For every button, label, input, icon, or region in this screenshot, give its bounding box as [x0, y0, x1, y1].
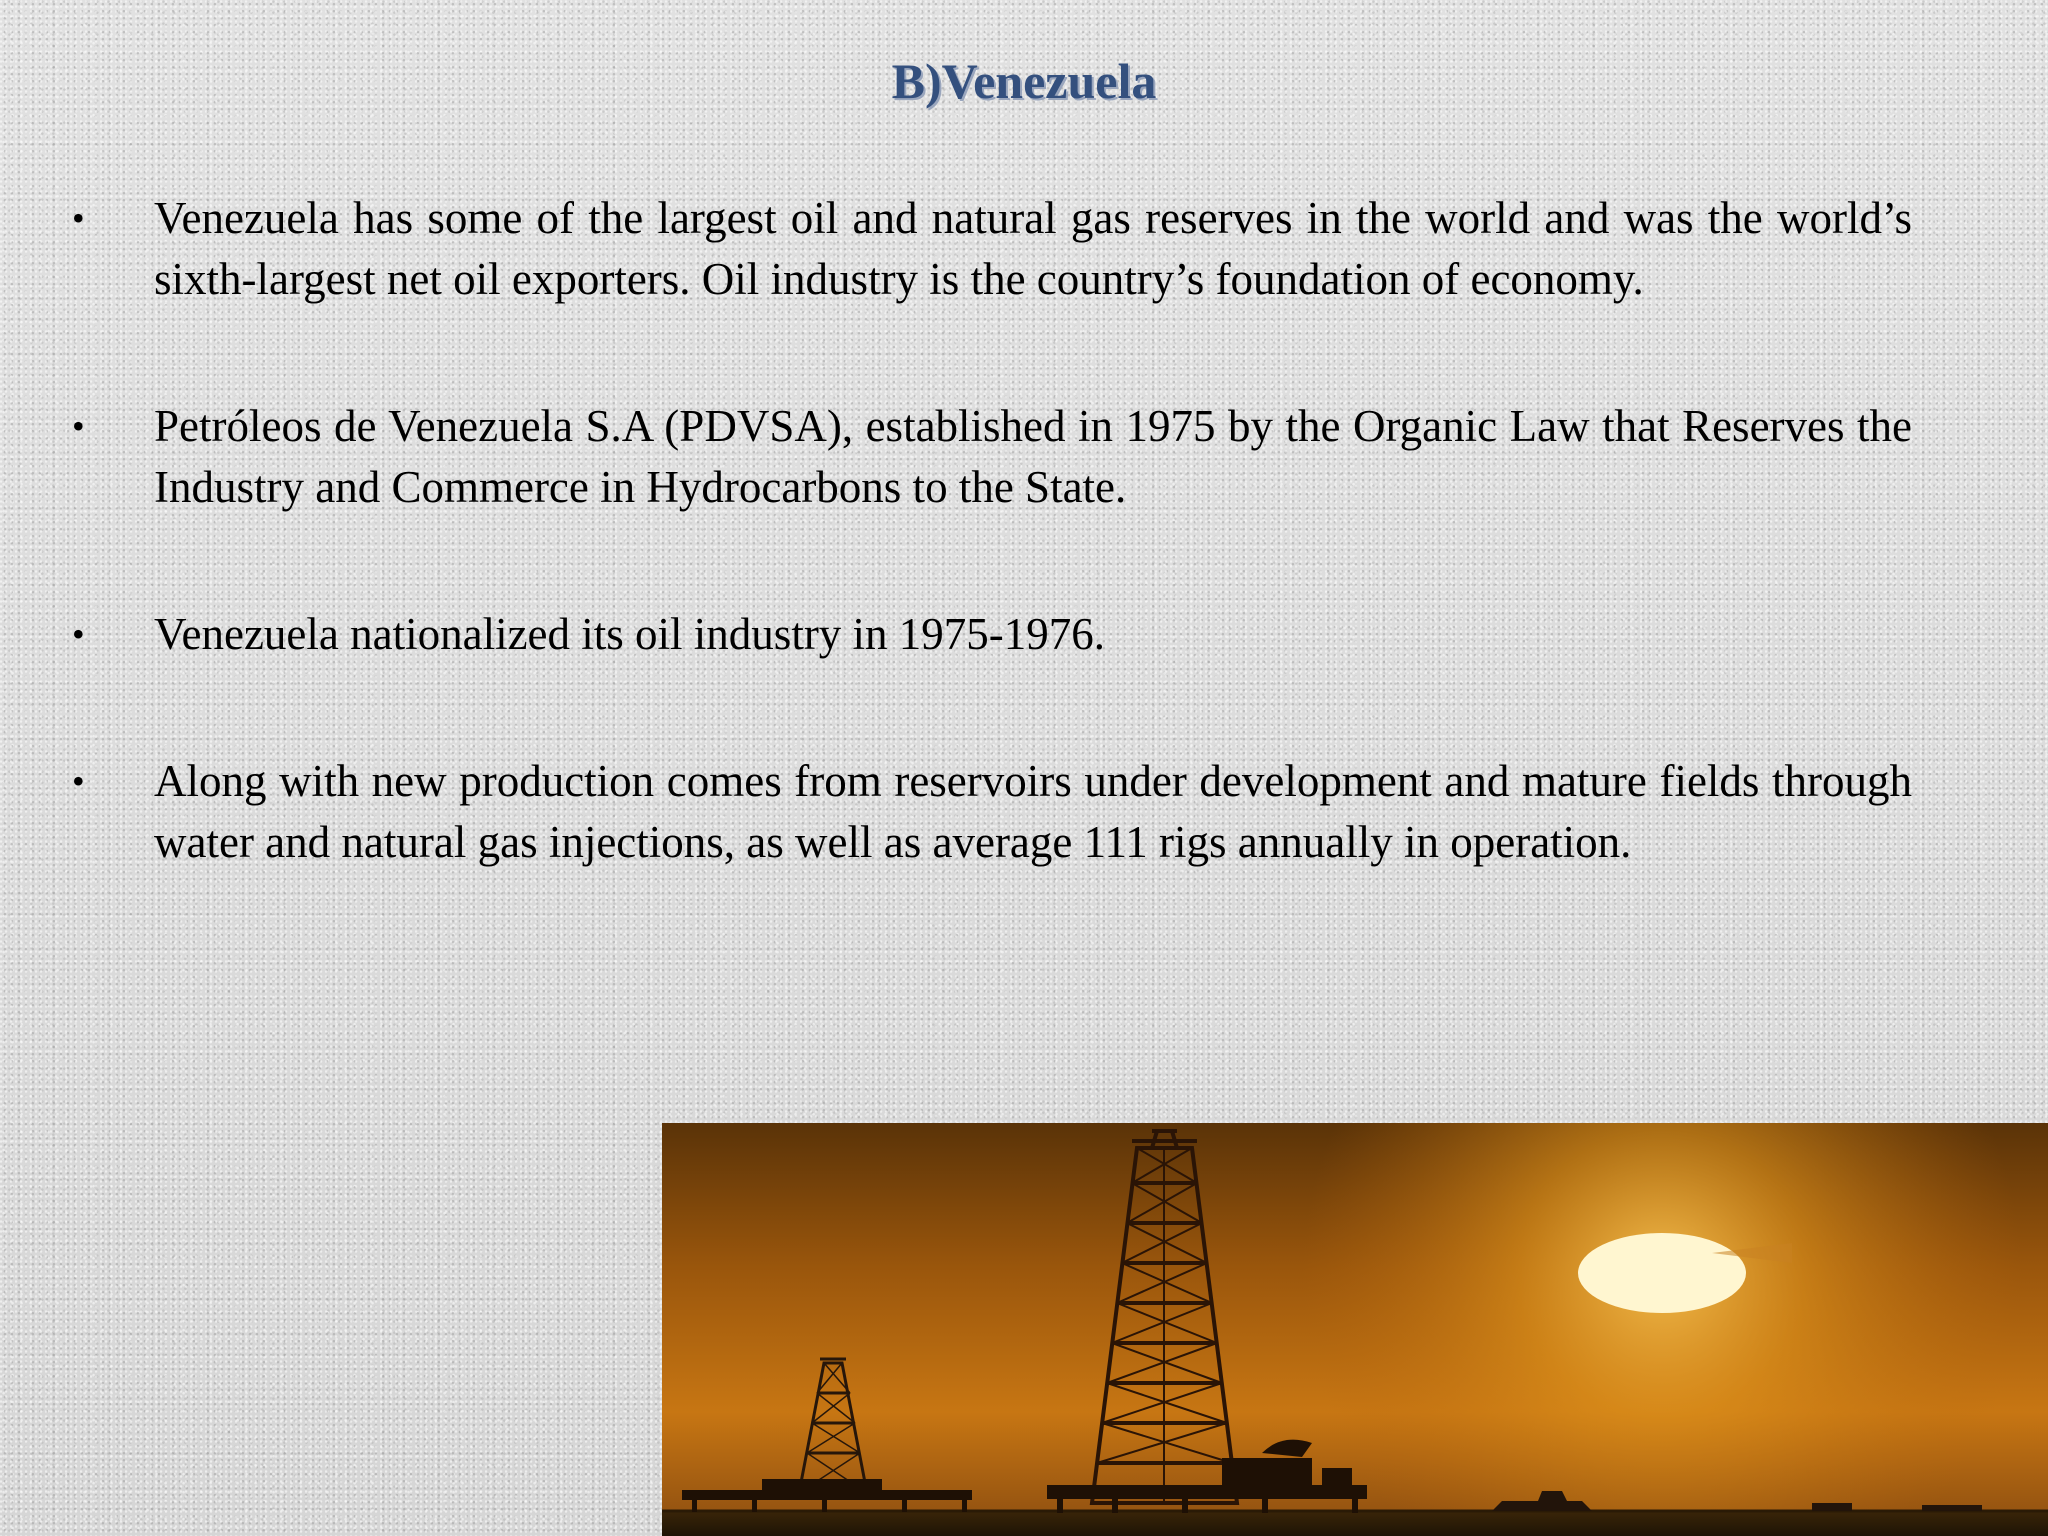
- bullet-icon: •: [72, 198, 85, 238]
- bullet-icon: •: [72, 406, 85, 446]
- oil-rig-sunset-photo: [662, 1123, 2048, 1536]
- bullet-icon: •: [72, 761, 85, 801]
- sun-icon: [1578, 1233, 1746, 1313]
- bullet-text: Venezuela nationalized its oil industry in 1975-1976.: [154, 609, 1106, 659]
- bullet-text: Petróleos de Venezuela S.A (PDVSA), established in 1975 by the Organic Law that Reserves the Industry and Commerce in Hydrocarbons to the State.: [154, 401, 1912, 512]
- bullet-item: [72, 188, 1912, 310]
- bullet-item: [72, 751, 1912, 873]
- bullet-icon: •: [72, 614, 85, 654]
- bullet-list: [72, 188, 1912, 873]
- bullet-text: Along with new production comes from reservoirs under development and mature fields through water and natural gas injections, as well as average 111 rigs annually in operation.: [154, 756, 1912, 867]
- bullet-text: Venezuela has some of the largest oil and natural gas reserves in the world and was the world’s sixth-largest net oil exporters. Oil industry is the country’s foundation of economy.: [154, 193, 1912, 304]
- bullet-item: [72, 396, 1912, 518]
- slide-title: B)Venezuela: [891, 53, 1157, 109]
- bullet-item: [72, 604, 1912, 665]
